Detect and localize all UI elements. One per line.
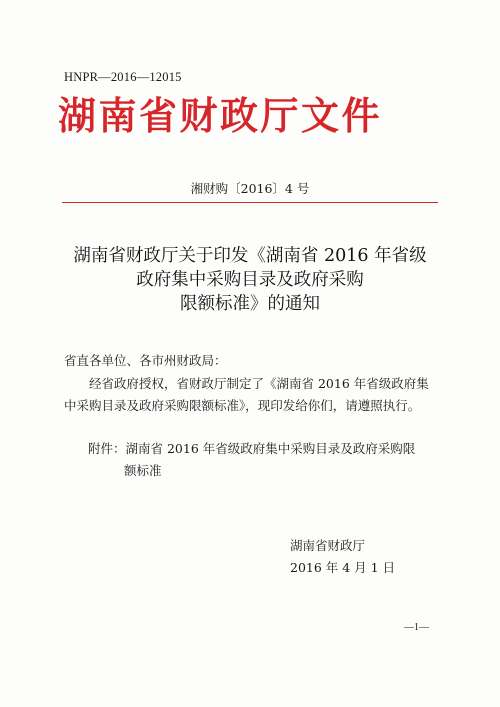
red-divider-line — [62, 202, 438, 203]
body-paragraph — [64, 373, 444, 417]
attachment-note — [88, 438, 448, 482]
notice-title — [60, 244, 440, 316]
salutation: 省直各单位、各市州财政局： — [64, 353, 227, 368]
attachment-line-1: 附件：湖南省 2016 年省级政府集中采购目录及政府采购限 — [88, 441, 416, 456]
issue-date: 2016 年 4 月 1 日 — [290, 560, 396, 575]
paragraph-line-1: 经省政府授权，省财政厅制定了《湖南省 2016 年省级政府集 — [89, 376, 429, 391]
issuer-name: 湖南省财政厅 — [290, 538, 366, 553]
document-number: 湘财购〔2016〕4 号 — [190, 181, 310, 196]
signature-block — [290, 535, 395, 579]
document-code: HNPR—2016—12015 — [64, 70, 182, 84]
title-line-2: 政府集中采购目录及政府采购 — [136, 270, 364, 290]
title-line-1: 湖南省财政厅关于印发《湖南省 2016 年省级 — [73, 246, 427, 266]
masthead-title: 湖南省财政厅文件 — [58, 94, 383, 138]
attachment-line-2: 额标准 — [124, 463, 162, 478]
page-number: —1— — [404, 622, 429, 633]
title-line-3: 限额标准》的通知 — [180, 294, 320, 314]
paragraph-line-2: 中采购目录及政府采购限额标准》，现印发给你们，请遵照执行。 — [64, 398, 421, 413]
